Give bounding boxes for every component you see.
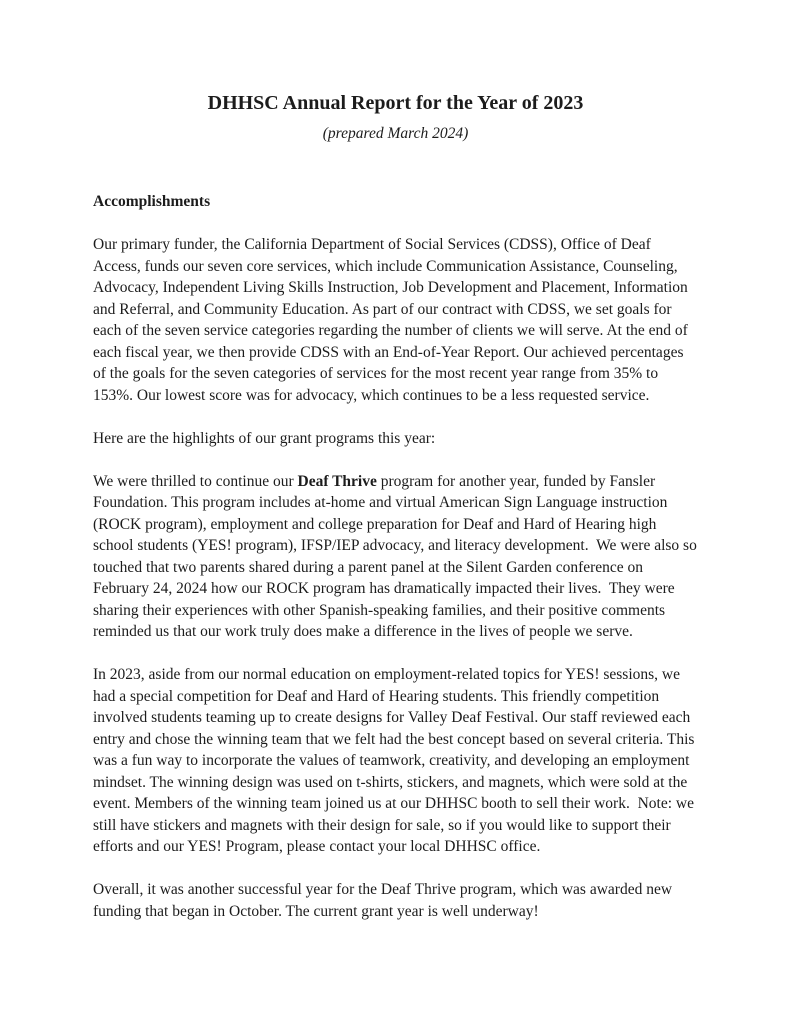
text-run: We were thrilled to continue our [93,472,298,490]
text-run: program for another year, funded by Fansler Foundation. This program includes at-home and virtual American Sign Language instruction (ROCK program), employment and college preparation for Deaf and Hard of Hearing high school students (YES! program), IFSP/IEP advocacy, and literacy development. We were also so touched that two parents shared during a parent panel at the Silent Garden conference on February 24, 2024 how our ROCK program has dramatically impacted their lives. They were sharing their experiences with other Spanish-speaking families, and their positive comments reminded us that our work truly does make a difference in the lives of people we serve. [93,472,701,640]
paragraph-yes-competition [93,664,698,858]
text-run: Deaf Thrive [297,472,377,490]
document-title: DHHSC Annual Report for the Year of 2023 [207,92,584,114]
text-run: Here are the highlights of our grant programs this year: [93,429,436,447]
text-run: Overall, it was another successful year for the Deaf Thrive program, which was awarded new funding that began in October. The current grant year is well underway! [93,881,676,920]
paragraph-deaf-thrive-program [93,471,701,643]
text-run: Our primary funder, the California Department of Social Services (CDSS), Office of Deaf Access, funds our seven core services, which include Communication Assistance, Counseling, Advocacy, Independent Living Skills Instruction, Job Development and Placement, Information and Referral, and Community Education. As part of our contract with CDSS, we set goals for each of the seven service categories regarding the number of clients we will serve. At the end of each fiscal year, we then provide CDSS with an End-of-Year Report. Our achieved percentages of the goals for the seven categories of services for the most recent year range from 35% to 153%. Our lowest score was for advocacy, which continues to be a less requested service. [93,236,692,404]
paragraph-highlights-intro [93,428,698,450]
paragraph-funding-overview [93,234,698,406]
document-subtitle: (prepared March 2024) [322,125,469,142]
section-heading-accomplishments: Accomplishments [93,193,211,210]
text-run: In 2023, aside from our normal education on employment-related topics for YES! sessions, we had a special competition for Deaf and Hard of Hearing students. This friendly competition involved students teaming up to create designs for Valley Deaf Festival. Our staff reviewed each entry and chose the winning team that we felt had the best concept based on several criteria. This was a fun way to incorporate the values of teamwork, creativity, and developing an employment mindset. The winning design was used on t-shirts, stickers, and magnets, which were sold at the event. Members of the winning team joined us at our DHHSC booth to sell their work. Note: we still have stickers and magnets with their design for sale, so if you would like to support their efforts and our YES! Program, please contact your local DHHSC office. [93,666,699,855]
paragraph-overall-summary [93,879,698,922]
